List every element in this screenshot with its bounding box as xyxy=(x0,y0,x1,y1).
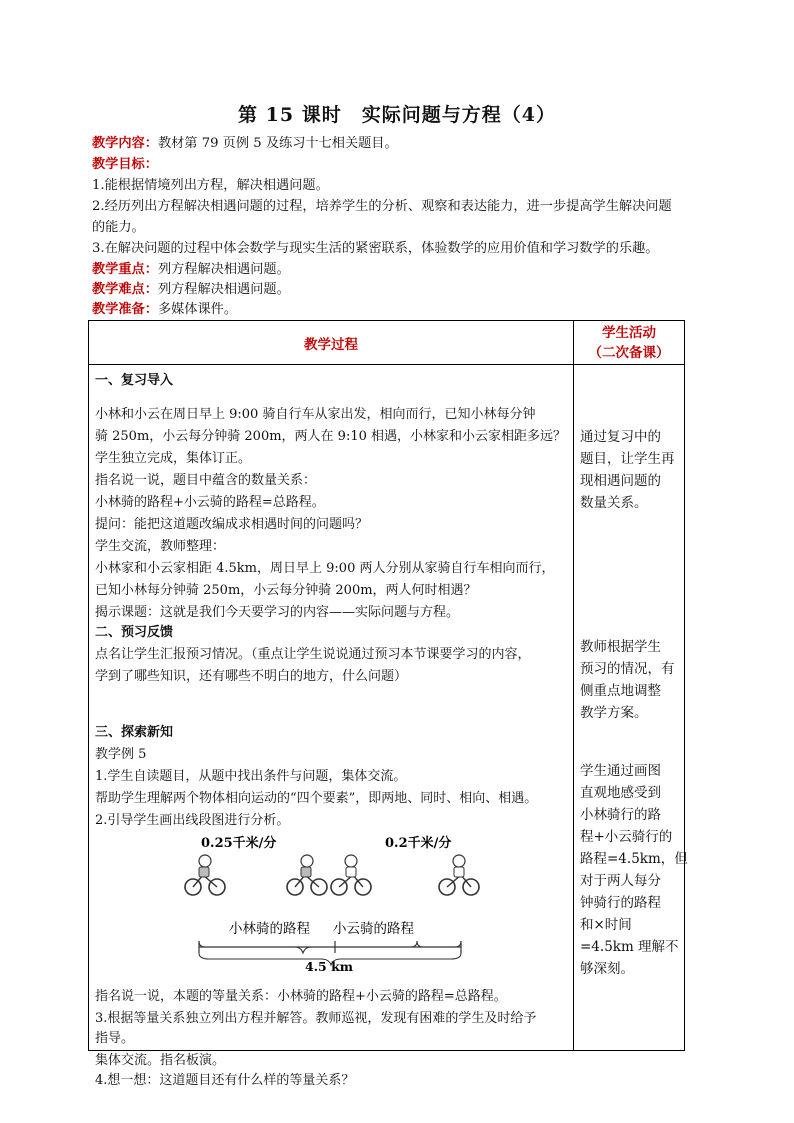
activity-line: 钟骑行的路程 xyxy=(580,895,661,911)
page-title: 第 15 课时 实际问题与方程（4） xyxy=(238,104,556,126)
goals-label-line xyxy=(92,155,722,175)
left-segment-label: 小林骑的路程 xyxy=(229,921,310,937)
goal-line: 1.能根据情境列出方程，解决相遇问题。 xyxy=(92,178,329,193)
content-label: 教学内容： xyxy=(92,136,158,151)
activity-line: 通过复习中的 xyxy=(580,429,661,445)
speed-left-label: 0.25千米/分 xyxy=(201,836,277,851)
content-line xyxy=(92,134,722,154)
activity-line: 路程=4.5km，但 xyxy=(580,851,688,867)
process-cell xyxy=(89,365,574,1088)
process-line: 指导。 xyxy=(95,1031,135,1046)
activity-cell xyxy=(574,365,688,1051)
process-line: 指名说一说，题目中蕴含的数量关系： xyxy=(95,473,317,488)
section-heading: 一、复习导入 xyxy=(95,373,174,388)
activity-line: 学生通过画图 xyxy=(580,763,661,779)
goal-line: 3.在解决问题的过程中体会数学与现实生活的紧密联系，体验数学的应用价值和学习数学的乐趣。 xyxy=(92,241,659,256)
process-line: 揭示课题：这就是我们今天要学习的内容——实际问题与方程。 xyxy=(95,605,460,620)
difficult-text: 列方程解决相遇问题。 xyxy=(157,282,290,297)
goals-label: 教学目标： xyxy=(92,157,158,172)
activity-line: 直观地感受到 xyxy=(580,785,661,801)
process-line: 集体交流。指名板演。 xyxy=(95,1053,226,1068)
process-line: 小林骑的路程+小云骑的路程=总路程。 xyxy=(95,495,325,510)
lesson-table xyxy=(88,320,688,1088)
prep-text: 多媒体课件。 xyxy=(157,302,238,317)
activity-header-line2: （二次备课） xyxy=(588,344,670,361)
speed-right-label: 0.2千米/分 xyxy=(385,836,452,851)
process-line: 帮助学生理解两个物体相向运动的“四个要素”，即两地、同时、相向、相遇。 xyxy=(95,791,538,806)
activity-line: 题目，让学生再 xyxy=(580,451,675,467)
key-text: 列方程解决相遇问题。 xyxy=(157,262,290,277)
difficult-line xyxy=(92,280,722,300)
activity-line: 教师根据学生 xyxy=(580,639,661,655)
prep-line xyxy=(92,300,722,320)
meeting-diagram xyxy=(165,831,495,971)
process-line: 学生独立完成，集体订正。 xyxy=(95,451,252,466)
activity-line: 对于两人每分 xyxy=(580,873,661,889)
process-line: 提问：能把这道题改编成求相遇时间的问题吗？ xyxy=(95,517,369,532)
section-heading: 三、探索新知 xyxy=(95,725,174,740)
right-segment-label: 小云骑的路程 xyxy=(333,921,414,937)
process-line: 已知小林每分钟骑 250m，小云每分钟骑 200m，两人何时相遇？ xyxy=(95,583,477,598)
prep-label: 教学准备： xyxy=(92,302,158,317)
activity-line: 程+小云骑行的 xyxy=(580,829,673,845)
activity-line: =4.5km 理解不 xyxy=(580,939,679,955)
top-brace-right xyxy=(417,941,461,947)
goal-line: 2.经历列出方程解决相遇问题的过程，培养学生的分析、观察和表达能力，进一步提高学生解决问题 xyxy=(92,199,672,214)
activity-header-line1: 学生活动 xyxy=(602,324,656,341)
process-line: 4.想一想：这道题目还有什么样的等量关系？ xyxy=(95,1073,355,1088)
activity-line: 侧重点地调整 xyxy=(580,683,661,699)
process-line: 教学例 5 xyxy=(95,747,147,762)
activity-line: 小林骑行的路 xyxy=(580,807,661,823)
difficult-label: 教学难点： xyxy=(92,282,158,297)
activity-line: 现相遇问题的 xyxy=(580,473,661,489)
process-line: 小林和小云在周日早上 9:00 骑自行车从家出发，相向而行，已知小林每分钟 xyxy=(95,407,536,422)
activity-line: 和×时间 xyxy=(580,917,632,933)
process-line: 点名让学生汇报预习情况。（重点让学生说说通过预习本节课要学习的内容， xyxy=(95,647,531,662)
process-header: 教学过程 xyxy=(89,321,574,365)
content-text: 教材第 79 页例 5 及练习十七相关题目。 xyxy=(157,136,398,151)
activity-line: 够深刻。 xyxy=(580,961,634,977)
activity-header xyxy=(574,321,685,365)
cyclist-icon xyxy=(185,855,225,895)
process-line: 3.根据等量关系独立列出方程并解答。教师巡视，发现有困难的学生及时给予 xyxy=(95,1011,537,1026)
section-heading: 二、预习反馈 xyxy=(95,625,174,640)
cyclist-icon xyxy=(439,855,479,895)
cyclist-icon xyxy=(331,855,371,895)
activity-line: 教学方案。 xyxy=(580,705,648,721)
cyclist-icon xyxy=(287,855,327,895)
key-line xyxy=(92,260,722,280)
process-line: 指名说一说，本题的等量关系：小林骑的路程+小云骑的路程=总路程。 xyxy=(95,989,507,1004)
total-distance-label: 4.5 km xyxy=(305,959,353,971)
process-line: 1.学生自读题目，从题中找出条件与问题，集体交流。 xyxy=(95,769,407,784)
process-line: 小林家和小云家相距 4.5km，周日早上 9:00 两人分别从家骑自行车相向而行， xyxy=(95,561,555,576)
process-line: 骑 250m，小云每分钟骑 200m，两人在 9:10 相遇，小林家和小云家相距多远？ xyxy=(95,429,567,444)
key-label: 教学重点： xyxy=(92,262,158,277)
process-line: 学到了哪些知识，还有哪些不明白的地方，什么问题） xyxy=(95,669,408,684)
process-line: 2.引导学生画出线段图进行分析。 xyxy=(95,813,290,828)
activity-line: 数量关系。 xyxy=(580,495,648,511)
goal-line: 的能力。 xyxy=(92,220,145,235)
activity-line: 预习的情况，有 xyxy=(580,661,675,677)
process-line: 学生交流，教师整理： xyxy=(95,539,226,554)
